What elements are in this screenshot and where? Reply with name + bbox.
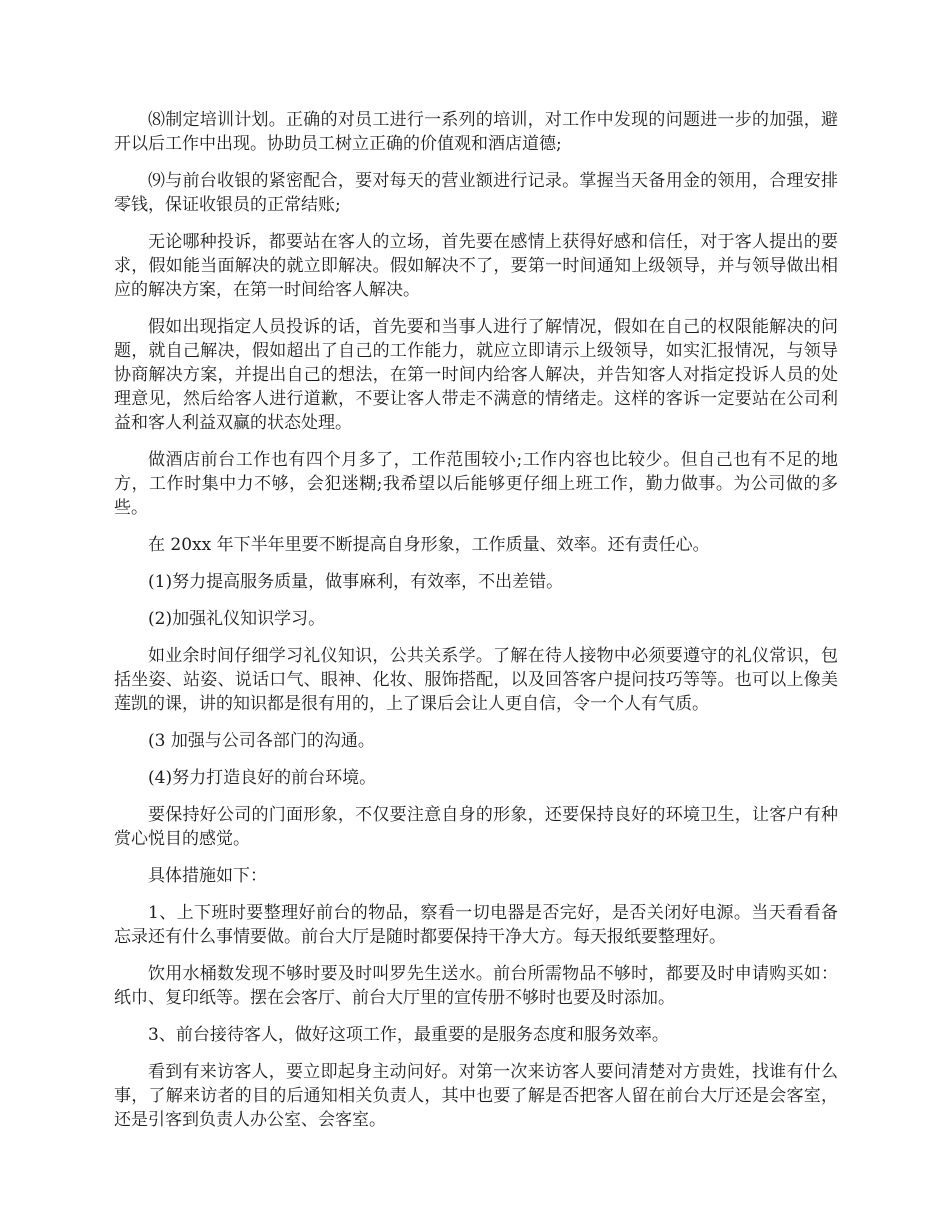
paragraph-measures-heading: 具体措施如下： [148,866,267,886]
paragraph-goal-4: (4)努力打造良好的前台环境。 [148,768,377,788]
paragraph-self-review: 做酒店前台工作也有四个月多了，工作范围较小;工作内容也比较少。但自己也有不足的地方，工作时集中力不够，会犯迷糊;我希望以后能够更仔细上班工作，勤力做事。为公司做的多些。 [114,450,838,518]
paragraph-visitor-reception: 看到有来访客人，要立即起身主动问好。对第一次来访客人要问清楚对方贵姓，找谁有什么事，了解来访者的目的后通知相关负责人，其中也要了解是否把客人留在前台大厅还是会客室，还是引客到负责人办公室、会客室。 [114,1062,838,1130]
paragraph-goal-3: (3 加强与公司各部门的沟通。 [148,731,375,751]
paragraph-training-plan: ⑻制定培训计划。正确的对员工进行一系列的培训，对工作中发现的问题进一步的加强，避开以后工作中出现。协助员工树立正确的价值观和酒店道德; [114,110,838,154]
paragraph-cashier-cooperation: ⑼与前台收银的紧密配合，要对每天的营业额进行记录。掌握当天备用金的领用，合理安排零钱，保证收银员的正常结账; [114,171,838,215]
paragraph-supplies: 饮用水桶数发现不够时要及时叫罗先生送水。前台所需物品不够时，都要及时申请购买如：纸巾、复印纸等。摆在会客厅、前台大厅里的宣传册不够时也要及时添加。 [114,964,838,1008]
paragraph-second-half-goals: 在 20xx 年下半年里要不断提高自身形象，工作质量、效率。还有责任心。 [148,535,710,555]
paragraph-staff-complaint: 假如出现指定人员投诉的话，首先要和当事人进行了解情况，假如在自己的权限能解决的问题，就自己解决，假如超出了自己的工作能力，就应立即请示上级领导，如实汇报情况，与领导协商解决方案，并提出自己的想法，在第一时间内给客人解决，并告知客人对指定投诉人员的处理意见，然后给客人进行道歉，不要让客人带走不满意的情绪走。这样的客诉一定要站在公司利益和客人利益双赢的状态处理。 [114,317,838,433]
paragraph-complaint-handling: 无论哪种投诉，都要站在客人的立场，首先要在感情上获得好感和信任，对于客人提出的要求，假如能当面解决的就立即解决。假如解决不了，要第一时间通知上级领导，并与领导做出相应的解决方案，在第一时间给客人解决。 [114,232,838,300]
paragraph-etiquette-study: 如业余时间仔细学习礼仪知识，公共关系学。了解在待人接物中必须要遵守的礼仪常识，包括坐姿、站姿、说话口气、眼神、化妆、服饰搭配，以及回答客户提问技巧等等。也可以上像美莲凯的课，讲的知识都是很有用的，上了课后会让人更自信，令一个人有气质。 [114,646,838,714]
paragraph-goal-2: (2)加强礼仪知识学习。 [148,609,326,629]
document-body [114,108,838,1145]
paragraph-company-image: 要保持好公司的门面形象，不仅要注意自身的形象，还要保持良好的环境卫生，让客户有种赏心悦目的感觉。 [114,805,838,849]
paragraph-measure-3: 3、前台接待客人，做好这项工作，最重要的是服务态度和服务效率。 [148,1025,669,1045]
paragraph-measure-1: 1、上下班时要整理好前台的物品，察看一切电器是否完好，是否关闭好电源。当天看看备忘录还有什么事情要做。前台大厅是随时都要保持干净大方。每天报纸要整理好。 [114,903,838,947]
paragraph-goal-1: (1)努力提高服务质量，做事麻利，有效率，不出差错。 [148,572,564,592]
